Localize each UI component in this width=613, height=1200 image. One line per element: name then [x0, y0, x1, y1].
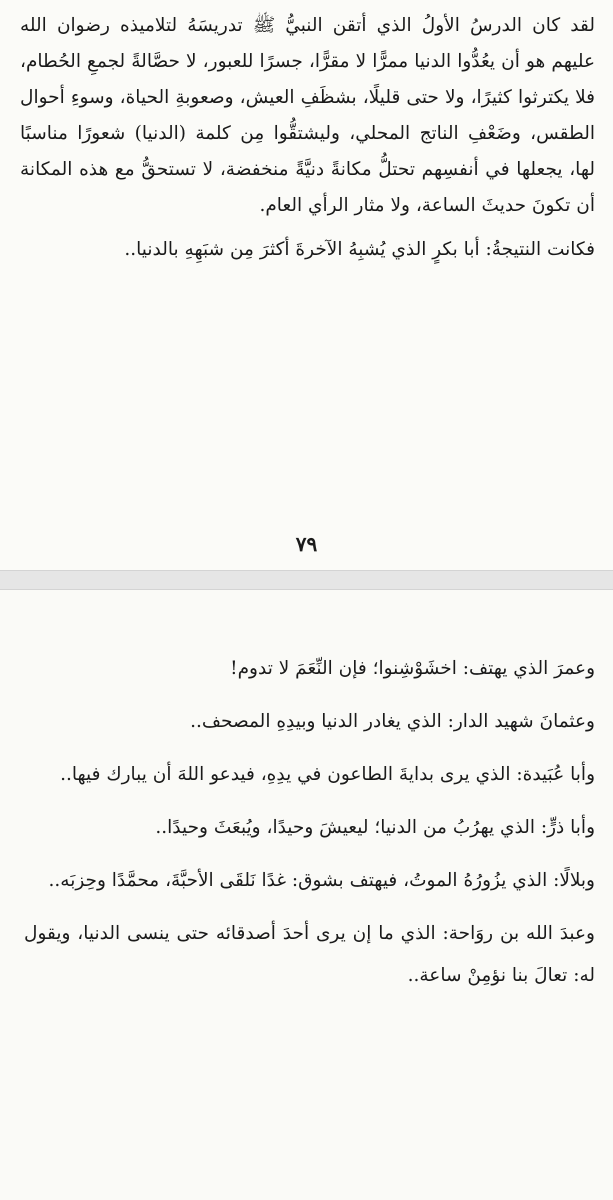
bottom-book-page: [0, 590, 613, 1200]
bottom-paragraph-1: وعمرَ الذي يهتف: اخشَوْشِنوا؛ فإن النِّعَمَ لا تدوم!: [230, 658, 595, 679]
bottom-paragraph-3: وأبا عُبَيدة: الذي يرى بدايةَ الطاعون في يدِهِ، فيدعو اللهَ أن يبارك فيها..: [60, 764, 595, 785]
page-divider: [0, 570, 613, 590]
top-book-page: [0, 0, 613, 570]
top-paragraph-2: فكانت النتيجةُ: أبا بكرٍ الذي يُشبِهُ الآخرةَ أكثرَ مِن شبَهِهِ بالدنيا..: [124, 239, 595, 260]
bottom-paragraph-2: وعثمانَ شهيد الدار: الذي يغادر الدنيا وبيدِهِ المصحف..: [190, 711, 595, 732]
bottom-paragraph-5: وبلالًا: الذي يزُورُهُ الموتُ، فيهتف بشوق: غدًا نَلقَى الأحبَّةَ، محمَّدًا وحِزبَه..: [48, 870, 595, 891]
bottom-paragraph-6: وعبدَ الله بن روَاحة: الذي ما إن يرى أحدَ أصدقائه حتى ينسى الدنيا، ويقول له: تعالَ بنا نؤمِنْ ساعة..: [24, 923, 595, 986]
top-paragraph-1: لقد كان الدرسُ الأولُ الذي أتقن النبيُّ ﷺ تدريسَهُ لتلاميذه رضوان الله عليهم هو أن يعُدُّوا الدنيا ممرًّا لا مقرًّا، جسرًا للعبور، لا حصَّالةً لجمعِ الحُطام، فلا يكترثوا كثيرًا، ولا حتى قليلًا، بشظَفِ العيش، وصعوبةِ الحياة، وسوءِ أحوال الطقس، وضَعْفِ الناتج المحلي، وليشتقُّوا مِن كلمة (الدنيا) شعورًا مناسبًا لها، يجعلها في أنفسِهم تحتلُّ مكانةً دنيَّةً منخفضة، لا تستحقُّ مع هذه المكانة أن تكونَ حديثَ الساعة، ولا مثار الرأي العام.: [20, 15, 595, 216]
bottom-paragraph-4: وأبا ذرٍّ: الذي يهرُبُ من الدنيا؛ ليعيشَ وحيدًا، ويُبعَثَ وحيدًا..: [155, 817, 595, 838]
page-number: ٧٩: [295, 532, 318, 556]
